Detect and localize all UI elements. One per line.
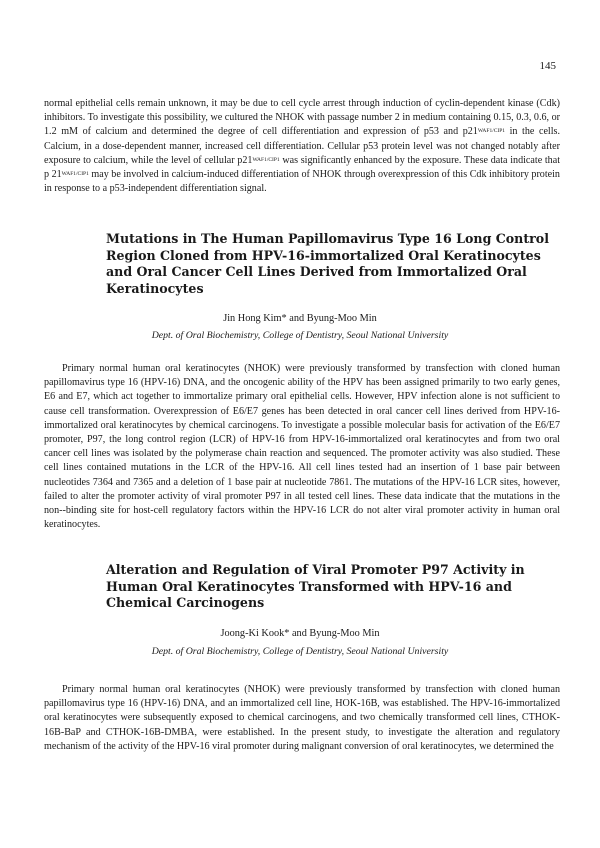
abstract2-authors: Joong-Ki Kook* and Byung-Moo Min — [220, 628, 380, 639]
abstract2-body: Primary normal human oral keratinocytes (NHOK) were previously transformed by transfection with cloned human papillomavirus type 16 (HPV-16) DNA, and an immortalized cell line, HOK-16B, was established. The HPV-16-immortalized oral keratinocytes were subsequently exposed to chemical carcinogens, and two chemically transformed cell lines, CTHOK-16B-BaP and CTHOK-16B-DMBA, were established. In the present study, to investigate the alteration and regulatory mechanism of the activity of the HPV-16 viral promoter during malignant conversion of oral keratinocytes, we determined the — [44, 684, 560, 752]
page-number: 145 — [539, 60, 556, 72]
superscript: WAF1/CIP1 — [477, 128, 506, 135]
abstract2-affiliation: Dept. of Oral Biochemistry, College of Dentistry, Seoul National University — [151, 646, 449, 657]
intro-text-4: may be involved in calcium-induced differentiation of NHOK through overexpression of this Cdk inhibitory protein in response to a p53-independent differentiation signal. — [44, 169, 560, 195]
abstract1-authors: Jin Hong Kim* and Byung-Moo Min — [223, 313, 377, 324]
intro-text-1: normal epithelial cells remain unknown, it may be due to cell cycle arrest through induction of cyclin-dependent kinase (Cdk) inhibitors. To investigate this possibility, we cultured the NHOK with passage number 2 in medium containing 0.15, 0.3, 0.6, or 1.2 mM of calcium and determined the degree of cell differentiation and expression of p53 and p21 — [44, 98, 560, 138]
abstract1-body: Primary normal human oral keratinocytes (NHOK) were previously transformed by transfection with cloned human papillomavirus type 16 (HPV-16) DNA, and the oncogenic ability of the HPV has been assigned primarily to two early genes, E6 and E7, which act together to immortalize primary oral epithelial cells. However, HPV infection alone is not sufficient to cause cell transformation. Overexpression of E6/E7 genes has been detected in oral cancer cell lines derived from HPV-16-immortalized oral keratinocytes by chemical carcinogens. To investigate a possible molecular basis for activation of the E6/E7 promoter, P97, the long control region (LCR) of HPV-16 from HPV-16-immortalized oral keratinocytes and from two oral cancer cell lines was isolated by the polymerase chain reaction and sequenced. The promoter activity was also studied. These cell lines contained mutations in the LCR of the HPV-16. All cell lines tested had an insertion of 1 base pair between nucleotides 7364 and 7365 and a deletion of 1 base pair at nucleotide 7861. The mutations of the HPV-16 LCR sites, however, failed to alter the promoter activity of viral promoter P97 in all tested cell lines. These data indicate that the mutations in the non--binding site for host-cell regulatory factors within the HPV-16 LCR do not alter viral promoter activity in human oral keratinocytes. — [44, 363, 560, 531]
intro-paragraph — [44, 97, 560, 196]
intro-text-2: in the cells. Calcium, in a dose-dependent manner, increased cell differentiation. Cellular p53 protein level was not changed notably after exposure to calcium, while the level of cellular p21 — [44, 126, 560, 166]
abstract2-title: Alteration and Regulation of Viral Promoter P97 Activity in Human Oral Keratinocytes Transformed with HPV-16 and Chemical Carcinogens — [106, 562, 525, 611]
abstract1-affiliation: Dept. of Oral Biochemistry, College of Dentistry, Seoul National University — [151, 330, 449, 341]
superscript: WAF1/CIP1 — [61, 171, 89, 178]
superscript: WAF1/CIP1 — [252, 156, 280, 163]
intro-text-3: was significantly enhanced by the exposure. These data indicate that p 21 — [44, 154, 560, 181]
abstract1-title: Mutations in The Human Papillomavirus Type 16 Long Control Region Cloned from HPV-16-immortalized Oral Keratinocytes and Oral Cancer Cell Lines Derived from Immortalized Oral Keratinocytes — [106, 231, 549, 296]
